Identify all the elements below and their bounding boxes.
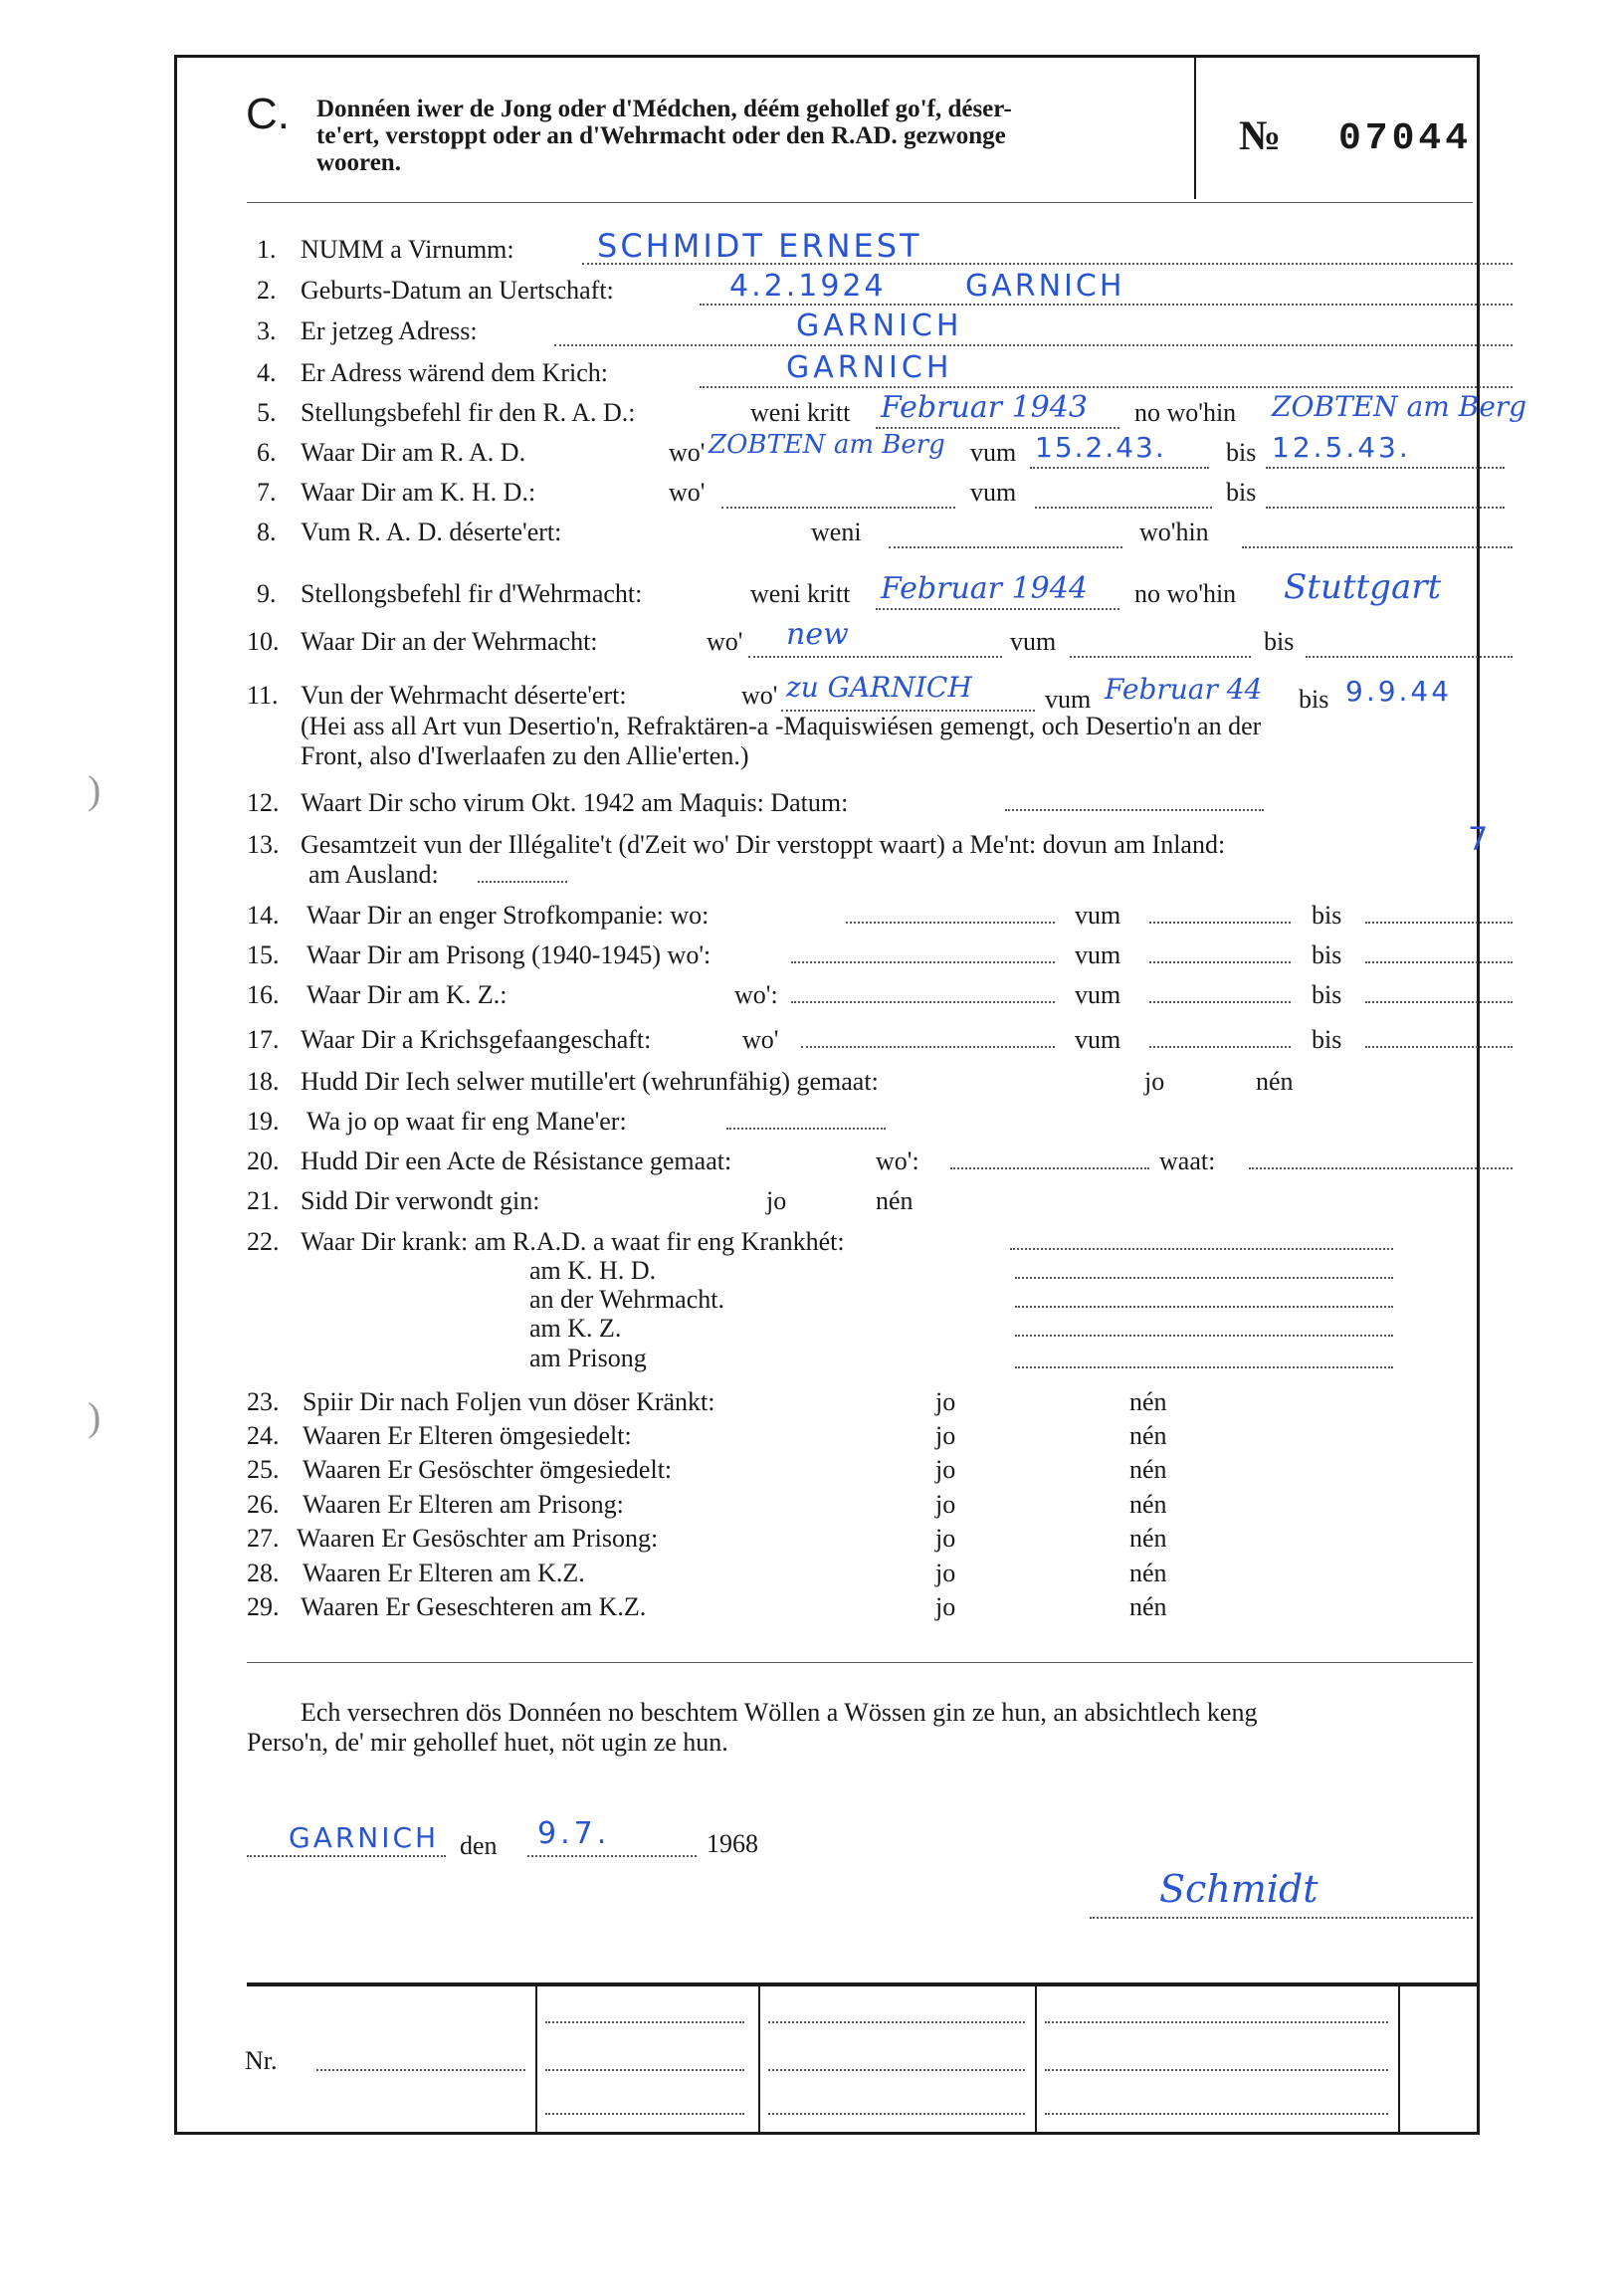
kz-from-line[interactable]: [1149, 1000, 1291, 1003]
penal-company-label: Waar Dir an enger Strofkompanie: wo:: [306, 901, 710, 930]
pow-from-line[interactable]: [1149, 1045, 1291, 1048]
illness-khd-line[interactable]: [1015, 1276, 1393, 1279]
illness-label: Waar Dir krank: am R.A.D. a waat fir eng Krankhét:: [301, 1227, 845, 1256]
pow-where-line[interactable]: [801, 1045, 1055, 1048]
kz-label: Waar Dir am K. Z.:: [306, 980, 508, 1009]
illegality-label: Gesamtzeit vun der Illégalite't (d'Zeit wo' Dir verstoppt waart) a Me'nt: dovun am Inland:: [301, 830, 1226, 859]
resistance-label: Hudd Dir een Acte de Résistance gemaat:: [301, 1146, 732, 1175]
pow-vum: vum: [1075, 1025, 1121, 1054]
illness-kz-line[interactable]: [1015, 1334, 1393, 1337]
penal-company-from-line[interactable]: [1149, 921, 1291, 924]
header-title-line-3: wooren.: [316, 149, 401, 176]
after-effects-yes[interactable]: jo: [935, 1387, 956, 1416]
illness-rad-line[interactable]: [1010, 1247, 1393, 1250]
siblings-prison-no[interactable]: nén: [1129, 1524, 1167, 1553]
signature: Schmidt: [1159, 1867, 1319, 1911]
self-mutilation-yes[interactable]: jo: [1144, 1067, 1165, 1096]
footer-cell-line[interactable]: [1045, 2020, 1388, 2023]
place-line: [247, 1854, 446, 1857]
siblings-resettled-no[interactable]: nén: [1129, 1455, 1167, 1484]
khd-where-line[interactable]: [721, 506, 955, 509]
wehrmacht-order-label: Stellongsbefehl fir d'Wehrmacht:: [301, 579, 643, 608]
signature-year: 1968: [707, 1829, 758, 1858]
desertion-note-line-1: (Hei ass all Art vun Desertio'n, Refraktären-a -Maquiswiésen gemengt, och Desertio'n an der: [301, 712, 1262, 740]
wounded-label: Sidd Dir verwondt gin:: [301, 1186, 540, 1215]
row-number: 21.: [247, 1186, 280, 1215]
prison-where-line[interactable]: [791, 960, 1055, 963]
wehrmacht-service-label: Waar Dir an der Wehrmacht:: [301, 627, 598, 656]
row-number: 24.: [247, 1421, 280, 1450]
khd-bis: bis: [1226, 478, 1257, 507]
parents-resettled-no[interactable]: nén: [1129, 1421, 1167, 1450]
illegality-inland-field[interactable]: 7: [1468, 820, 1489, 858]
rad-order-nowohin: no wo'hin: [1134, 398, 1237, 427]
row-number: 11.: [247, 681, 279, 710]
war-address-field[interactable]: GARNICH: [786, 350, 953, 385]
footer-cell-line[interactable]: [545, 2112, 744, 2115]
rad-desertion-wohin: wo'hin: [1139, 518, 1209, 546]
parents-prison-label: Waaren Er Elteren am Prisong:: [303, 1490, 624, 1519]
prison-to-line[interactable]: [1365, 960, 1513, 963]
prison-vum: vum: [1075, 940, 1121, 969]
illegality-abroad-line[interactable]: [478, 880, 567, 883]
khd-wo: wo': [669, 478, 706, 507]
resistance-waat: waat:: [1159, 1146, 1216, 1175]
row-number: 16.: [247, 980, 280, 1009]
rad-service-wo: wo': [669, 438, 706, 467]
rad-service-vum: vum: [970, 438, 1017, 467]
desertion-note-line-2: Front, also d'Iwerlaafen zu den Allie'erten.): [301, 741, 749, 770]
wehrmacht-desertion-bis: bis: [1299, 685, 1329, 714]
row-number: 28.: [247, 1559, 280, 1587]
signature-date-field[interactable]: 9.7.: [537, 1816, 611, 1851]
footer-col-divider: [1398, 1984, 1400, 2132]
khd-vum: vum: [970, 478, 1017, 507]
signature-line: [1090, 1916, 1473, 1919]
row-number: 14.: [247, 901, 280, 930]
wehrmacht-service-where-line: [748, 655, 1002, 658]
row-number: 19.: [247, 1107, 280, 1136]
row-number: 26.: [247, 1490, 280, 1519]
prison-label: Waar Dir am Prisong (1940-1945) wo':: [306, 940, 711, 969]
wehrmacht-service-vum: vum: [1010, 627, 1057, 656]
prison-bis: bis: [1312, 940, 1342, 969]
footer-col-divider: [1035, 1984, 1037, 2132]
current-address-line: [554, 343, 1513, 346]
row-number: 18.: [247, 1067, 280, 1096]
rad-desertion-where-line[interactable]: [1242, 545, 1513, 548]
footer-cell-line[interactable]: [768, 2020, 1025, 2023]
wehrmacht-desertion-where-field[interactable]: zu GARNICH: [786, 671, 972, 704]
declaration-line-2: Perso'n, de' mir gehollef huet, nöt ugin ze hun.: [247, 1728, 728, 1757]
siblings-prison-yes[interactable]: jo: [935, 1524, 956, 1553]
current-address-label: Er jetzeg Adress:: [301, 316, 478, 345]
row-number: 12.: [247, 788, 280, 817]
row-number: 6.: [257, 438, 277, 467]
row-number: 17.: [247, 1025, 280, 1054]
wehrmacht-desertion-to-field[interactable]: 9.9.44: [1345, 675, 1453, 708]
row-number: 9.: [257, 579, 277, 608]
punch-hole: ): [88, 1394, 102, 1439]
war-address-label: Er Adress wärend dem Krich:: [301, 358, 609, 387]
siblings-resettled-yes[interactable]: jo: [935, 1455, 956, 1484]
illness-khd-label: am K. H. D.: [529, 1256, 657, 1285]
rad-service-to-field[interactable]: 12.5.43.: [1272, 431, 1411, 464]
rad-service-label: Waar Dir am R. A. D.: [301, 438, 526, 467]
parents-prison-no[interactable]: nén: [1129, 1490, 1167, 1519]
parents-kz-yes[interactable]: jo: [935, 1559, 956, 1587]
khd-label: Waar Dir am K. H. D.:: [301, 478, 536, 507]
birth-date-field[interactable]: 4.2.1924: [729, 269, 887, 304]
row-number: 20.: [247, 1146, 280, 1175]
row-number: 4.: [257, 358, 277, 387]
parents-resettled-label: Waaren Er Elteren ömgesiedelt:: [303, 1421, 632, 1450]
khd-to-line[interactable]: [1266, 506, 1505, 509]
declaration-rule: [247, 1662, 1473, 1663]
rad-order-label: Stellungsbefehl fir den R. A. D.:: [301, 398, 636, 427]
wehrmacht-service-from-line[interactable]: [1070, 655, 1251, 658]
wehrmacht-desertion-vum: vum: [1045, 685, 1092, 714]
illness-prison-line[interactable]: [1015, 1365, 1393, 1368]
row-number: 5.: [257, 398, 277, 427]
kz-to-line[interactable]: [1365, 1000, 1513, 1003]
wehrmacht-order-nowohin: no wo'hin: [1134, 579, 1237, 608]
penal-company-where-line[interactable]: [846, 921, 1055, 924]
self-mutilation-label: Hudd Dir Iech selwer mutille'ert (wehrunfähig) gemaat:: [301, 1067, 879, 1096]
wehrmacht-desertion-label: Vun der Wehrmacht déserte'ert:: [301, 681, 627, 710]
row-number: 25.: [247, 1455, 280, 1484]
rad-service-bis: bis: [1226, 438, 1257, 467]
siblings-prison-label: Waaren Er Gesöschter am Prisong:: [297, 1524, 659, 1553]
frame-left-border: [174, 55, 177, 2135]
rad-order-weni: weni kritt: [750, 398, 851, 427]
wehrmacht-order-when-line: [876, 607, 1119, 610]
rad-order-where-field[interactable]: ZOBTEN am Berg: [1272, 390, 1527, 423]
frame-right-border: [1477, 55, 1480, 2135]
siblings-kz-label: Waaren Er Geseschteren am K.Z.: [301, 1592, 647, 1621]
illegality-abroad-label: am Ausland:: [308, 860, 439, 889]
kz-vum: vum: [1075, 980, 1121, 1009]
rad-service-from-line: [1030, 466, 1209, 469]
row-number: 1.: [257, 235, 277, 264]
wehrmacht-service-wo: wo': [707, 627, 743, 656]
penal-company-vum: vum: [1075, 901, 1121, 930]
rad-desertion-weni: weni: [811, 518, 862, 546]
current-address-field[interactable]: GARNICH: [796, 309, 963, 343]
wehrmacht-order-weni: weni kritt: [750, 579, 851, 608]
wounded-yes[interactable]: jo: [766, 1186, 787, 1215]
row-number: 10.: [247, 627, 280, 656]
khd-from-line[interactable]: [1035, 506, 1212, 509]
rad-order-when-line: [876, 426, 1119, 429]
wehrmacht-desertion-from-field[interactable]: Februar 44: [1105, 673, 1263, 706]
after-effects-label: Spiir Dir nach Foljen vun döser Kränkt:: [303, 1387, 715, 1416]
row-number: 23.: [247, 1387, 280, 1416]
wehrmacht-service-bis: bis: [1264, 627, 1295, 656]
maquis-label: Waart Dir scho virum Okt. 1942 am Maquis: Datum:: [301, 788, 849, 817]
penal-company-bis: bis: [1312, 901, 1342, 930]
wounded-no[interactable]: nén: [876, 1186, 914, 1215]
rad-service-from-field[interactable]: 15.2.43.: [1035, 431, 1166, 464]
footer-cell-line[interactable]: [545, 2068, 744, 2071]
footer-cell-line[interactable]: [768, 2068, 1025, 2071]
rad-service-to-line: [1266, 466, 1505, 469]
name-label: NUMM a Virnumm:: [301, 235, 514, 264]
manner-line[interactable]: [726, 1127, 886, 1130]
rad-order-when-field[interactable]: Februar 1943: [881, 390, 1088, 425]
den-label: den: [460, 1831, 498, 1860]
footer-nr-label: Nr.: [245, 2046, 278, 2075]
rad-service-where-field[interactable]: ZOBTEN am Berg: [709, 430, 945, 460]
footer-top-rule: [247, 1982, 1477, 1986]
birth-label: Geburts-Datum an Uertschaft:: [301, 276, 614, 305]
punch-hole: ): [88, 767, 102, 812]
resistance-what-line[interactable]: [1249, 1166, 1513, 1169]
wehrmacht-desertion-wo: wo': [741, 681, 778, 710]
siblings-kz-yes[interactable]: jo: [935, 1592, 956, 1621]
footer-cell-line[interactable]: [545, 2020, 744, 2023]
resistance-wo: wo':: [876, 1146, 919, 1175]
illness-prison-label: am Prisong: [529, 1344, 647, 1372]
footer-col-divider: [758, 1984, 760, 2132]
kz-wo: wo':: [734, 980, 778, 1009]
siblings-resettled-label: Waaren Er Gesöschter ömgesiedelt:: [303, 1455, 673, 1484]
row-number: 2.: [257, 276, 277, 305]
footer-cell-line[interactable]: [1045, 2068, 1388, 2071]
footer-col-divider: [535, 1984, 537, 2132]
pow-bis: bis: [1312, 1025, 1342, 1054]
pow-wo: wo': [742, 1025, 779, 1054]
siblings-kz-no[interactable]: nén: [1129, 1592, 1167, 1621]
manner-label: Wa jo op waat fir eng Mane'er:: [306, 1107, 627, 1136]
footer-cell-line[interactable]: [1045, 2112, 1388, 2115]
row-number: 3.: [257, 316, 277, 345]
wehrmacht-service-where-field[interactable]: new: [786, 617, 849, 652]
row-number: 22.: [247, 1227, 280, 1256]
declaration-line-1: Ech versechren dös Donnéen no beschtem Wöllen a Wössen gin ze hun, an absichtlech keng: [301, 1698, 1258, 1727]
row-number: 7.: [257, 478, 277, 507]
kz-where-line[interactable]: [791, 1000, 1055, 1003]
row-number: 8.: [257, 518, 277, 546]
row-number: 29.: [247, 1592, 280, 1621]
frame-bottom-border: [174, 2132, 1480, 2135]
birth-place-field[interactable]: GARNICH: [965, 269, 1125, 304]
row-number: 27.: [247, 1524, 280, 1553]
illness-wehrmacht-label: an der Wehrmacht.: [529, 1285, 724, 1314]
footer-cell-line[interactable]: [768, 2112, 1025, 2115]
form-number: 07044: [1338, 117, 1473, 160]
parents-kz-no[interactable]: nén: [1129, 1559, 1167, 1587]
prison-from-line[interactable]: [1149, 960, 1291, 963]
war-address-line: [700, 385, 1513, 388]
parents-prison-yes[interactable]: jo: [935, 1490, 956, 1519]
pow-to-line[interactable]: [1365, 1045, 1513, 1048]
header-title-line-2: te'ert, verstoppt oder an d'Wehrmacht oder den R.AD. gezwonge: [316, 122, 1006, 149]
row-number: 13.: [247, 830, 280, 859]
section-letter: C.: [246, 90, 290, 138]
signature-place-field[interactable]: GARNICH: [289, 1821, 440, 1854]
rad-desertion-label: Vum R. A. D. déserte'ert:: [301, 518, 562, 546]
penal-company-to-line[interactable]: [1365, 921, 1513, 924]
illness-wehrmacht-line[interactable]: [1015, 1305, 1393, 1308]
maquis-date-line[interactable]: [1005, 808, 1264, 811]
header-rule: [247, 202, 1473, 203]
rad-desertion-when-line[interactable]: [889, 545, 1122, 548]
row-number: 15.: [247, 940, 280, 969]
resistance-where-line[interactable]: [950, 1166, 1149, 1169]
number-sign: №: [1239, 113, 1282, 159]
kz-bis: bis: [1312, 980, 1342, 1009]
footer-nr-line[interactable]: [316, 2068, 525, 2071]
wehrmacht-order-where-field[interactable]: Stuttgart: [1284, 567, 1442, 607]
after-effects-no[interactable]: nén: [1129, 1387, 1167, 1416]
frame-top-border: [174, 55, 1480, 58]
self-mutilation-no[interactable]: nén: [1256, 1067, 1294, 1096]
pow-label: Waar Dir a Krichsgefaangeschaft:: [301, 1025, 652, 1054]
illness-kz-label: am K. Z.: [529, 1314, 622, 1343]
name-field[interactable]: SCHMIDT ERNEST: [597, 227, 922, 265]
parents-kz-label: Waaren Er Elteren am K.Z.: [303, 1559, 585, 1587]
date-line: [527, 1854, 697, 1857]
wehrmacht-order-when-field[interactable]: Februar 1944: [881, 571, 1088, 606]
parents-resettled-yes[interactable]: jo: [935, 1421, 956, 1450]
wehrmacht-service-to-line[interactable]: [1306, 655, 1513, 658]
header-title-line-1: Donnéen iwer de Jong oder d'Médchen, déém gehollef go'f, déser-: [316, 96, 1012, 122]
header-divider: [1194, 58, 1196, 199]
